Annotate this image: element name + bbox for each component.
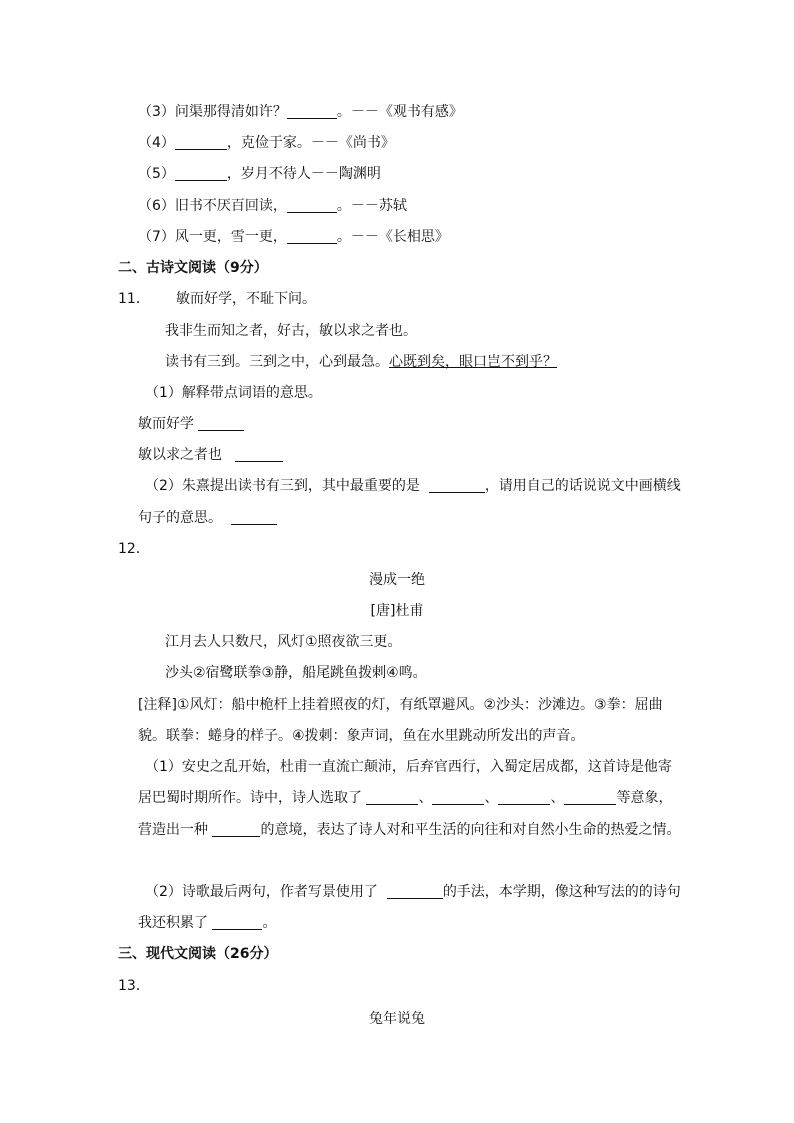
- q12-sub-question-1-line-2: 居巴蜀时期所作。诗中，诗人选取了 、 、 、 等意象，: [138, 790, 673, 806]
- q10-item-3: （3）问渠那得清如许？ 。－－《观书有感》: [138, 104, 463, 120]
- q10-item-6: （6）旧书不厌百回读， 。－－苏轼: [138, 198, 407, 214]
- q10-item-7: （7）风一更，雪一更， 。－－《长相思》: [138, 229, 449, 245]
- poem-notes-line-1: [注释]①风灯：船中桅杆上挂着照夜的灯，有纸罩避风。②沙头：沙滩边。③拳：屈曲: [138, 697, 663, 713]
- q11-sub-question-2: （2）朱熹提出读书有三到，其中最重要的是 ，请用自己的话说说文中画横线: [145, 478, 681, 494]
- poem-author: [唐]杜甫: [370, 603, 424, 619]
- q11-text-line-3: 读书有三到。三到之中，心到最急。心既到矣，眼口岂不到乎？: [165, 354, 557, 370]
- poem-title: 漫成一绝: [369, 572, 425, 588]
- answer-blank[interactable]: [564, 790, 616, 805]
- underlined-sentence: 心既到矣，眼口岂不到乎？: [389, 354, 557, 370]
- q11-sub-question-1: （1）解释带点词语的意思。: [145, 385, 322, 401]
- q12-sub-question-2-cont: 我还积累了 。: [138, 915, 277, 931]
- answer-blank[interactable]: [287, 229, 337, 244]
- q12-sub-question-2: （2）诗歌最后两句，作者写景使用了 的手法，本学期，像这种写法的的诗句: [145, 884, 681, 900]
- q11-text-line-2: 我非生而知之者，好古，敏以求之者也。: [165, 323, 417, 339]
- answer-blank[interactable]: [287, 198, 337, 213]
- q10-item-4: （4） ，克俭于家。－－《尚书》: [138, 135, 395, 151]
- answer-blank[interactable]: [387, 884, 443, 899]
- q11-sub-question-2-cont: 句子的意思。: [138, 510, 277, 526]
- answer-blank[interactable]: [212, 915, 262, 930]
- poem-line-2: 沙头②宿鹭联拳③静，船尾跳鱼拨剌④鸣。: [165, 665, 427, 681]
- answer-blank[interactable]: [287, 104, 337, 119]
- q10-item-5: （5） ，岁月不待人－－陶渊明: [138, 166, 381, 182]
- answer-blank[interactable]: [231, 510, 277, 525]
- q12-sub-question-1-line-3: 营造出一种 的意境，表达了诗人对和平生活的向往和对自然小生命的热爱之情。: [138, 822, 681, 838]
- q11-text-line-1: 敏而好学，不耻下问。: [176, 291, 316, 307]
- poem-notes-line-2: 貌。联拳：蜷身的样子。④拨刺：象声词，鱼在水里跳动所发出的声音。: [138, 728, 585, 744]
- answer-blank[interactable]: [432, 790, 484, 805]
- q11-number: 11．: [118, 291, 150, 307]
- q12-number: 12．: [118, 541, 150, 557]
- answer-blank[interactable]: [175, 166, 227, 181]
- poem-line-1: 江月去人只数尺，风灯①照夜欲三更。: [165, 634, 402, 650]
- q11-word-1: 敏而好学: [138, 416, 244, 432]
- answer-blank[interactable]: [429, 478, 485, 493]
- answer-blank[interactable]: [198, 416, 244, 431]
- article-title: 兔年说兔: [369, 1011, 425, 1027]
- answer-blank[interactable]: [235, 447, 283, 462]
- answer-blank[interactable]: [366, 790, 418, 805]
- q11-word-2: 敏以求之者也: [138, 447, 283, 463]
- answer-blank[interactable]: [175, 135, 227, 150]
- section-heading-2: 二、古诗文阅读（9分）: [118, 260, 268, 276]
- answer-blank[interactable]: [498, 790, 550, 805]
- section-heading-3: 三、现代文阅读（26分）: [118, 946, 278, 962]
- q12-sub-question-1: （1）安史之乱开始，杜甫一直流亡颠沛，后弃官西行，入蜀定居成都，这首诗是他寄: [145, 759, 672, 775]
- q13-number: 13．: [118, 978, 150, 994]
- answer-blank[interactable]: [212, 822, 260, 837]
